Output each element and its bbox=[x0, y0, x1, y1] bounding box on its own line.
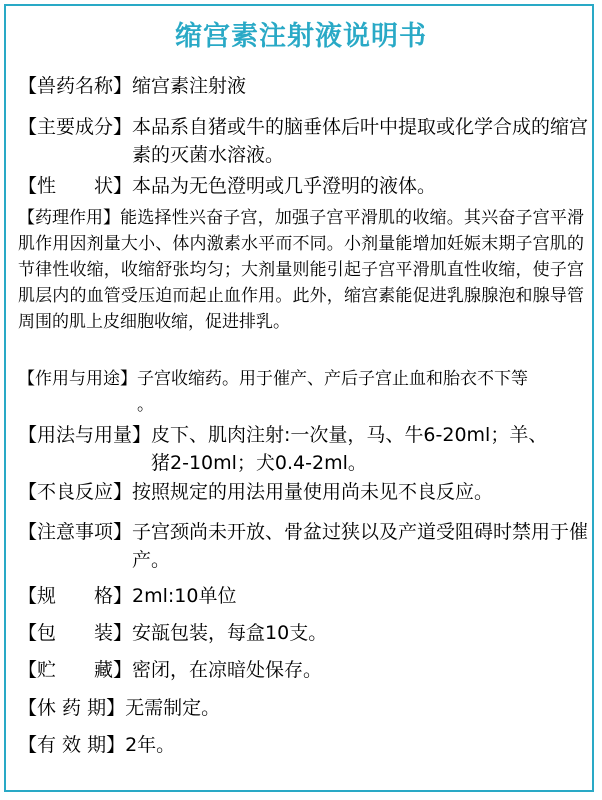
section-content: 按照规定的用法用量使用尚未见不良反应。 bbox=[132, 481, 494, 503]
section-label: 【休 药 期】 bbox=[18, 697, 126, 719]
section-content: 能选择性兴奋子宫，加强子宫平滑肌的收缩。其兴奋子宫平滑肌作用因剂量大小、体内激素水平而不同。小剂量能增加妊娠末期子宫肌的节律性收缩，收缩舒张均匀；大剂量则能引起子宫平滑肌直性收缩，使子宫肌层内的血管受压迫而起止血作用。此外，缩宫素能促进乳腺腺泡和腺导管周围的肌上皮细胞收缩，促进排乳。 bbox=[18, 208, 584, 332]
section-content: 2年。 bbox=[125, 734, 176, 756]
section-withdrawal-period bbox=[18, 694, 590, 722]
section-packaging bbox=[18, 619, 590, 647]
section-content: 皮下、肌肉注射:一次量，马、牛6-20ml；羊、猪2-10ml；犬0.4-2ml。 bbox=[151, 424, 548, 474]
section-drug-name bbox=[18, 72, 590, 100]
section-main-ingredients bbox=[18, 113, 590, 169]
section-label: 【作用与用途】 bbox=[18, 369, 137, 389]
section-label: 【贮 藏】 bbox=[18, 659, 133, 681]
section-content: 2ml:10单位 bbox=[132, 585, 237, 607]
section-label: 【用法与用量】 bbox=[18, 424, 152, 446]
section-label: 【包 装】 bbox=[18, 622, 133, 644]
section-content: 子宫颈尚未开放、骨盆过狭以及产道受阻碍时禁用于催产。 bbox=[132, 521, 589, 571]
section-content: 本品系自猪或牛的脑垂体后叶中提取或化学合成的缩宫素的灭菌水溶液。 bbox=[132, 116, 589, 166]
section-label: 【规 格】 bbox=[18, 585, 133, 607]
section-content: 安瓿包装，每盒10支。 bbox=[132, 622, 328, 644]
section-content: 密闭，在凉暗处保存。 bbox=[132, 659, 323, 681]
section-label: 【注意事项】 bbox=[18, 521, 133, 543]
section-content: 子宫收缩药。用于催产、产后子宫止血和胎衣不下等。 bbox=[137, 369, 528, 415]
section-content: 无需制定。 bbox=[125, 697, 221, 719]
section-label: 【性 状】 bbox=[18, 175, 133, 197]
section-adverse-reactions bbox=[18, 478, 590, 506]
section-label: 【有 效 期】 bbox=[18, 734, 126, 756]
section-label: 【主要成分】 bbox=[18, 116, 133, 138]
section-label: 【药理作用】 bbox=[18, 208, 120, 228]
section-content: 本品为无色澄明或几乎澄明的液体。 bbox=[132, 175, 437, 197]
section-expiry bbox=[18, 731, 590, 759]
section-dosage bbox=[18, 421, 590, 477]
section-label: 【兽药名称】 bbox=[18, 75, 133, 97]
section-precautions bbox=[18, 518, 590, 574]
section-appearance bbox=[18, 172, 590, 200]
section-label: 【不良反应】 bbox=[18, 481, 133, 503]
section-specification bbox=[18, 582, 590, 610]
document-title: 缩宫素注射液说明书 bbox=[175, 21, 427, 52]
section-pharmacology bbox=[18, 205, 584, 335]
section-storage bbox=[18, 656, 590, 684]
section-content: 缩宫素注射液 bbox=[132, 75, 247, 97]
section-function-and-use bbox=[18, 366, 590, 418]
